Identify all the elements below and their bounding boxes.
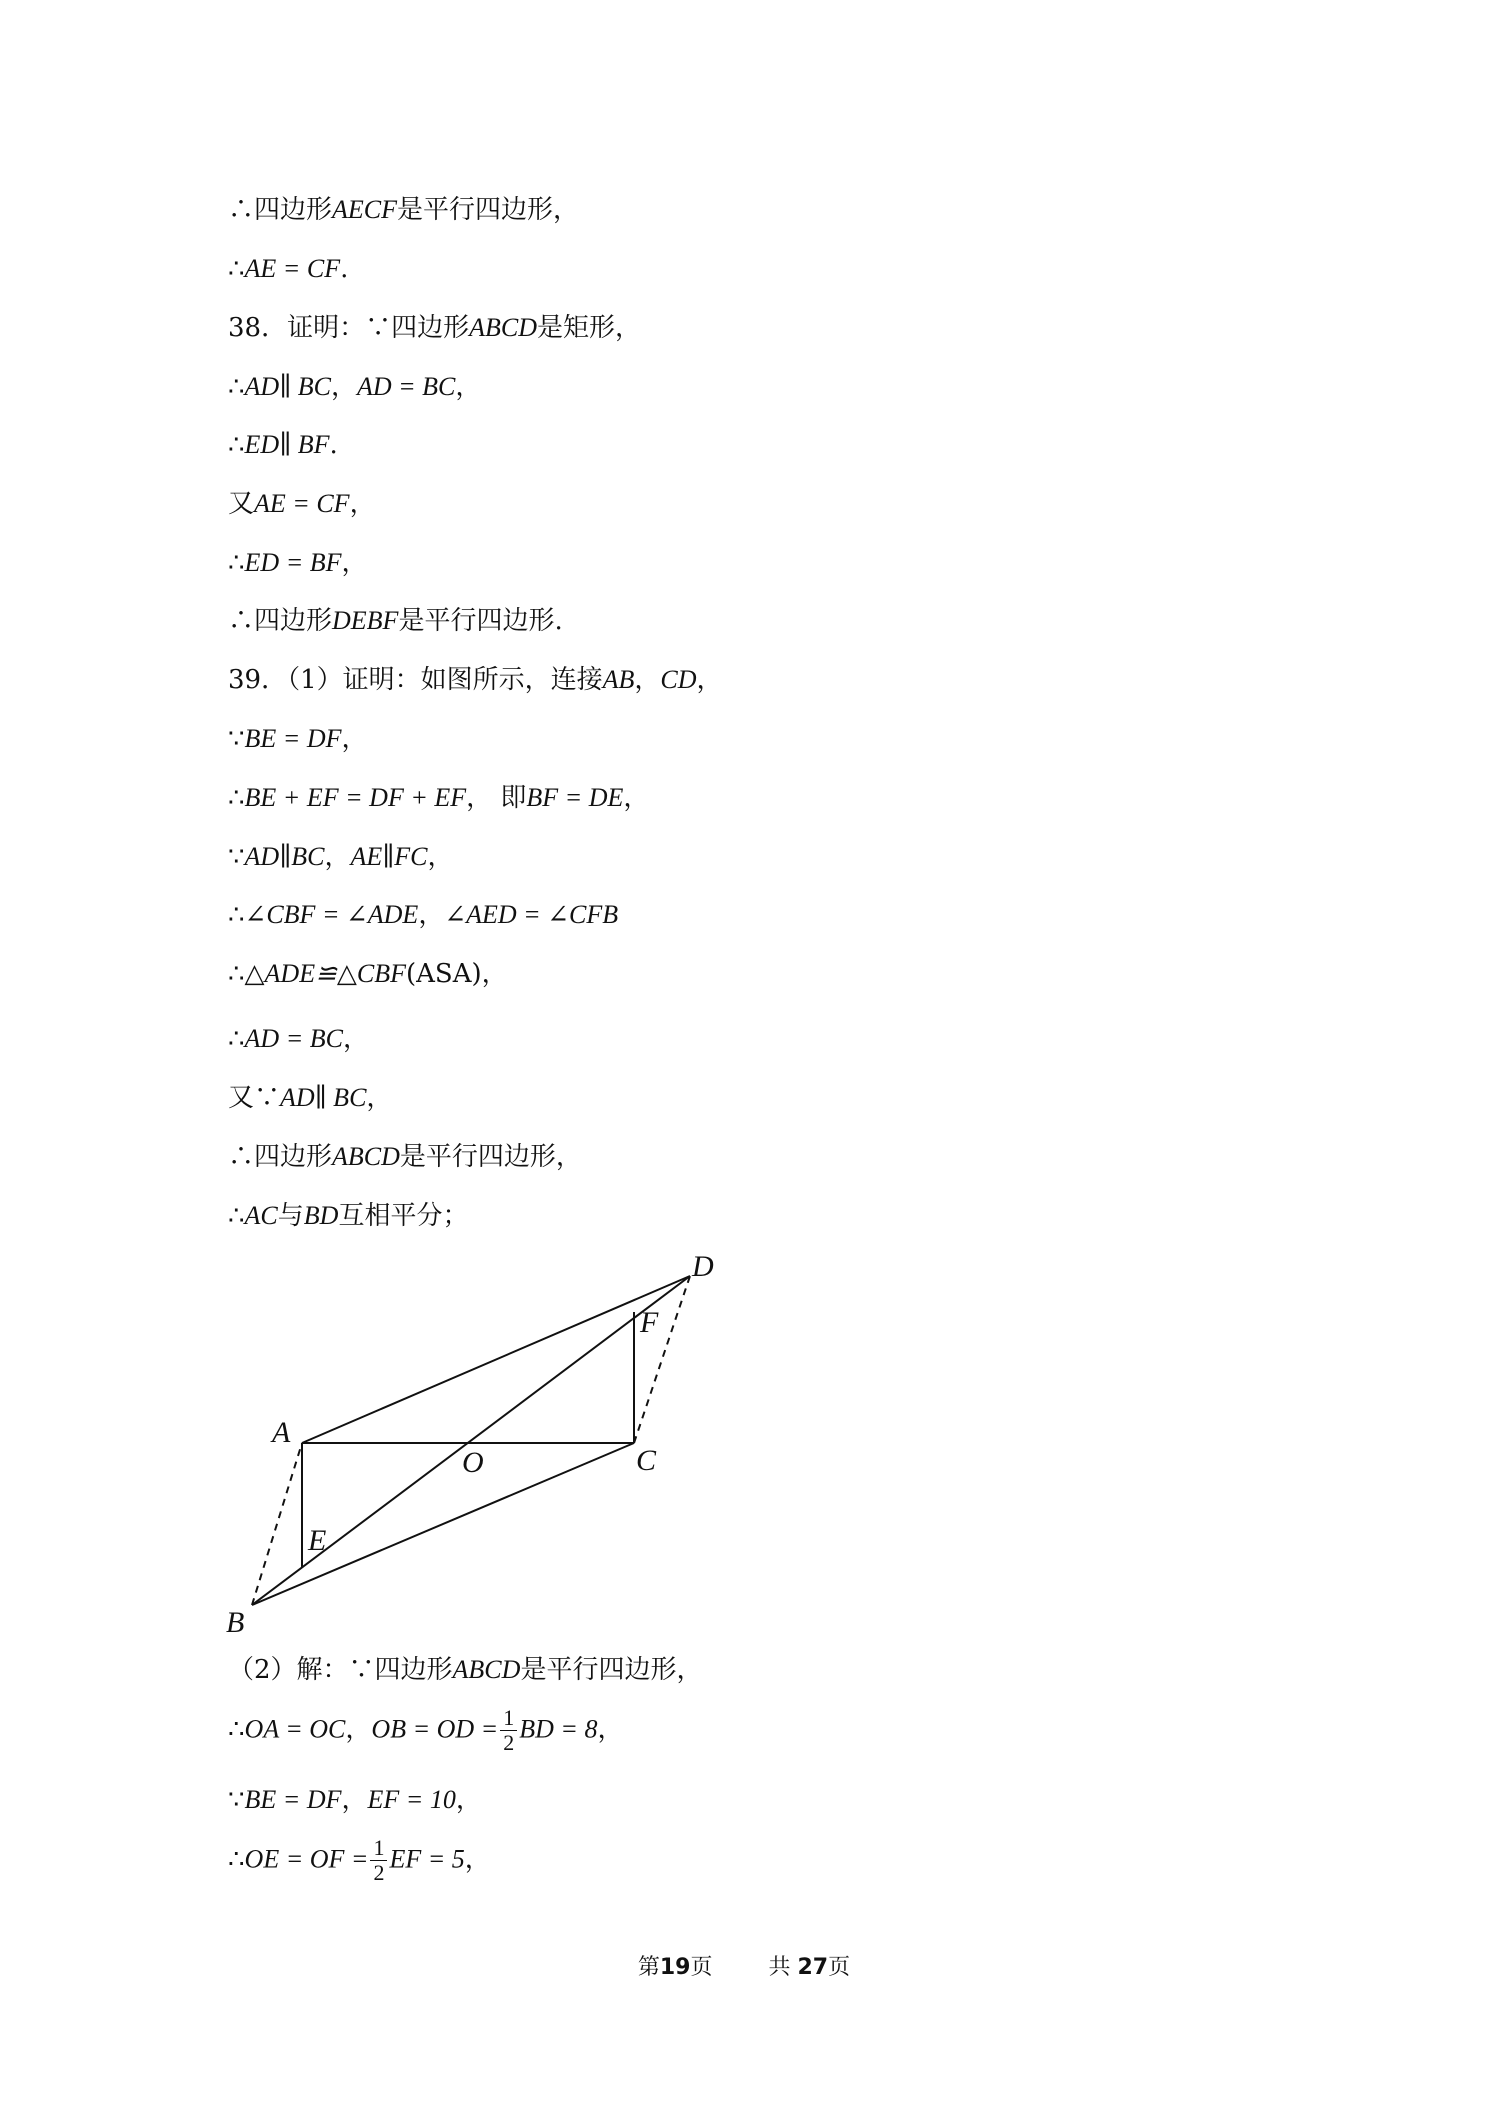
math-expr: AE = CF	[254, 489, 350, 518]
proof-text: ，	[597, 1714, 624, 1745]
footer-prefix: 第	[637, 1955, 660, 1980]
math-expr: AD = BC	[356, 372, 456, 401]
proof-text: ∴	[228, 1714, 245, 1745]
math-expr: DEBF	[332, 606, 399, 635]
proof-text: (ASA)，	[405, 959, 508, 989]
math-expr: △ADE≌△CBF	[244, 959, 406, 988]
math-expr: AE∥FC	[350, 842, 428, 871]
proof-text: ∴四边形	[228, 195, 333, 225]
math-expr: ABCD	[332, 1142, 400, 1171]
footer-total-prefix: 共	[768, 1955, 791, 1980]
proof-text: ，	[696, 665, 723, 695]
label-D: D	[692, 1250, 714, 1283]
math-expr: AE = CF	[244, 254, 341, 283]
math-expr: AD∥ BC	[280, 1083, 367, 1112]
proof-text: ，	[366, 1083, 393, 1113]
math-expr: AECF	[332, 195, 398, 224]
proof-text: ，	[427, 842, 454, 872]
math-expr: ABCD	[452, 1655, 521, 1684]
proof-text: 是平行四边形，	[520, 1655, 703, 1685]
math-expr: BD = 8	[519, 1714, 598, 1744]
label-B: B	[226, 1606, 245, 1639]
proof-text: 又	[228, 489, 255, 519]
math-expr: AD = BC	[244, 1024, 343, 1053]
segment-AD	[302, 1276, 690, 1443]
math-expr: ED∥ BF	[244, 430, 330, 459]
label-E: E	[308, 1524, 327, 1557]
proof-text: ∵	[228, 842, 245, 872]
fraction-denominator: 2	[503, 1730, 515, 1755]
proof-text: ，	[349, 489, 376, 519]
proof-text: 又∵	[228, 1083, 281, 1113]
proof-text: 是平行四边形，	[397, 195, 580, 225]
math-expr: CD	[660, 665, 697, 694]
math-expr: EF = 5	[389, 1844, 465, 1874]
label-O: O	[462, 1446, 484, 1479]
math-expr: BD	[303, 1201, 339, 1230]
proof-text: ∵	[228, 724, 245, 754]
fraction-numerator: 1	[370, 1836, 387, 1861]
proof-text: 是矩形，	[536, 313, 641, 343]
proof-text: （2）解：∵四边形	[228, 1655, 453, 1685]
proof-text: ∴	[228, 900, 245, 930]
segment-AB-dashed	[252, 1443, 302, 1605]
proof-text: ∴	[228, 1844, 245, 1875]
proof-text: ， 即	[466, 783, 527, 813]
fraction-denominator: 2	[373, 1860, 385, 1885]
proof-text: ，	[455, 372, 482, 402]
proof-text: 39．（1）证明：如图所示，连接	[228, 665, 603, 695]
math-expr: OE = OF =	[244, 1844, 369, 1874]
proof-text: ∴	[228, 254, 245, 284]
proof-text: ，	[464, 1844, 491, 1875]
proof-text: ，	[341, 548, 368, 578]
page-number: 19	[659, 1955, 691, 1980]
footer-suffix: 页	[828, 1955, 851, 1980]
proof-text: 互相平分；	[338, 1201, 469, 1231]
math-expr: ∠CBF = ∠ADE	[244, 900, 419, 929]
fraction-numerator: 1	[500, 1706, 517, 1731]
proof-text: ，	[341, 1785, 368, 1815]
math-expr: ABCD	[469, 313, 537, 342]
proof-text: ∴四边形	[228, 1142, 333, 1172]
math-expr: AB	[602, 665, 635, 694]
proof-text: 是平行四边形，	[399, 1142, 582, 1172]
proof-text: .	[329, 430, 338, 460]
segment-CD-dashed	[634, 1276, 690, 1443]
proof-text: ，	[634, 665, 661, 695]
proof-text: 是平行四边形.	[398, 606, 563, 636]
proof-text: ，	[623, 783, 650, 813]
math-expr: AD∥BC	[244, 842, 325, 871]
label-F: F	[640, 1306, 659, 1339]
page-footer	[0, 1950, 1488, 1981]
proof-text: ∴	[228, 372, 245, 402]
math-expr: ED = BF	[244, 548, 342, 577]
proof-text: ∴	[228, 959, 245, 989]
proof-text: ，	[342, 1024, 369, 1054]
proof-text: .	[340, 254, 349, 284]
proof-text: ，	[345, 1714, 372, 1745]
proof-text: ，	[341, 724, 368, 754]
proof-text: ∴	[228, 430, 245, 460]
proof-text: ∴	[228, 548, 245, 578]
proof-text: ∴四边形	[228, 606, 333, 636]
math-expr: BE + EF = DF + EF	[244, 783, 467, 812]
math-expr: OB = OD =	[371, 1714, 499, 1744]
math-expr: AC	[244, 1201, 278, 1230]
proof-text: 38．证明：∵四边形	[228, 313, 470, 343]
math-expr: EF = 10	[367, 1785, 456, 1814]
footer-mid: 页	[690, 1955, 713, 1980]
proof-text: ，	[330, 372, 357, 402]
math-expr: BE = DF	[244, 1785, 342, 1814]
proof-text: ∴	[228, 1024, 245, 1054]
proof-text: ∴	[228, 1201, 245, 1231]
math-expr: BF = DE	[526, 783, 624, 812]
math-expr: OA = OC	[244, 1714, 346, 1744]
math-expr: AD∥ BC	[244, 372, 331, 401]
math-expr: ∠AED = ∠CFB	[444, 900, 619, 929]
total-pages: 27	[797, 1955, 829, 1980]
proof-text: ∵	[228, 1785, 245, 1815]
label-C: C	[636, 1444, 657, 1477]
math-expr: BE = DF	[244, 724, 342, 753]
proof-text: ∴	[228, 783, 245, 813]
proof-text: ，	[418, 900, 445, 930]
proof-text: ，	[324, 842, 351, 872]
label-A: A	[272, 1416, 291, 1449]
proof-text: ，	[455, 1785, 482, 1815]
proof-text: 与	[277, 1201, 304, 1231]
